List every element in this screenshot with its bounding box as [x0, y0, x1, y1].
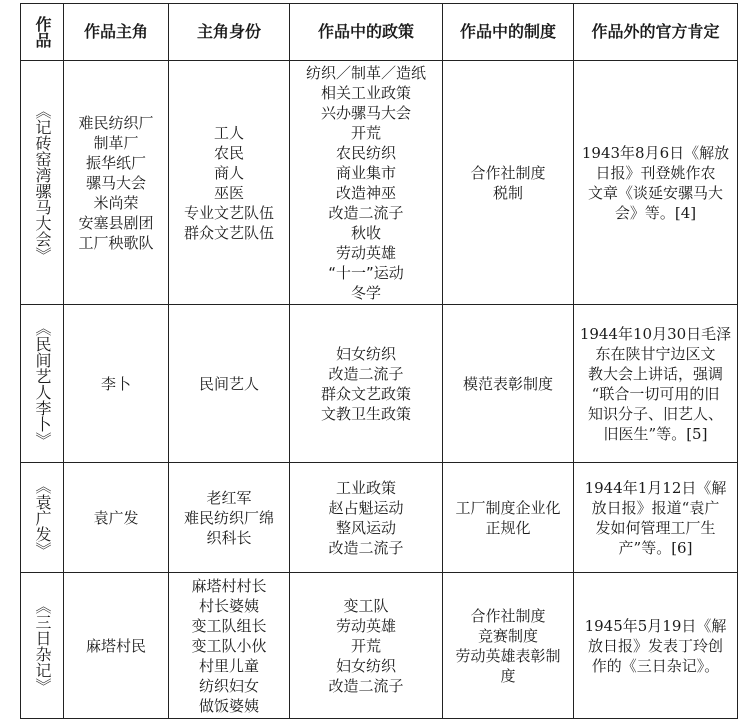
cell-line: 教大会上讲话，强调 [587, 364, 723, 383]
affirmation-cell [574, 61, 738, 305]
cell-line: 放日报》报道“袁广 [591, 498, 720, 517]
cell-line: 作的《三日杂记》。 [591, 656, 720, 675]
cell-line: “联合一切可用的旧 [591, 384, 720, 403]
cell-line: 工人 [213, 123, 244, 142]
cell-line: “十一”运动 [328, 263, 404, 282]
cell-line: 织科长 [206, 528, 252, 547]
cell-line: 纺织妇女 [198, 676, 259, 695]
cell-line: 度 [500, 666, 516, 685]
header-system: 作品中的制度 [443, 4, 574, 61]
cell-line: 产”等。[6] [618, 538, 693, 557]
system-cell [443, 61, 574, 305]
table-row [21, 305, 738, 463]
cell-line: 难民纺织厂绵 [183, 508, 274, 527]
cell-line: 农民 [213, 143, 244, 162]
cell-line: 合作社制度 [470, 606, 546, 625]
cell-line: 1944年10月30日毛泽 [579, 324, 732, 343]
cell-line: 振华纸厂 [85, 153, 146, 172]
cell-line: 安塞县剧团 [78, 213, 154, 232]
table-row [21, 573, 738, 719]
cell-line: 袁广发 [93, 508, 139, 527]
cell-line: 劳动英雄 [335, 243, 396, 262]
work-title-cell: 《民间艺人李卜》 [21, 305, 64, 463]
identity-cell [169, 305, 290, 463]
system-cell [443, 573, 574, 719]
cell-line: 知识分子、旧艺人、 [587, 404, 723, 423]
cell-line: 1944年1月12日《解 [584, 478, 727, 497]
cell-line: 麻塔村村长 [191, 576, 267, 595]
cell-line: 李卜 [100, 374, 131, 393]
cell-line: 群众文艺政策 [320, 384, 411, 403]
cell-line: 工厂秧歌队 [78, 233, 154, 252]
cell-line: 群众文艺队伍 [183, 223, 274, 242]
cell-line: 村长婆姨 [198, 596, 259, 615]
header-policy: 作品中的政策 [290, 4, 443, 61]
cell-line: 东在陕甘宁边区文 [595, 344, 716, 363]
cell-line: 商业集市 [335, 163, 396, 182]
system-cell [443, 463, 574, 573]
cell-line: 变工队 [343, 596, 389, 615]
cell-line: 冬学 [350, 283, 381, 302]
policy-cell [290, 573, 443, 719]
cell-line: 整风运动 [335, 518, 396, 537]
cell-line: 正规化 [485, 518, 531, 537]
cell-line: 工厂制度企业化 [455, 498, 561, 517]
protagonist-cell [64, 573, 169, 719]
cell-line: 劳动英雄表彰制 [455, 646, 561, 665]
cell-line: 农民纺织 [335, 143, 396, 162]
cell-line: 1945年5月19日《解 [584, 616, 727, 635]
cell-line: 工业政策 [335, 478, 396, 497]
cell-line: 竞赛制度 [477, 626, 538, 645]
cell-line: 民间艺人 [198, 374, 259, 393]
identity-cell [169, 61, 290, 305]
cell-line: 难民纺织厂 [78, 113, 154, 132]
identity-cell [169, 463, 290, 573]
cell-line: 改造二流子 [328, 538, 404, 557]
cell-line: 劳动英雄 [335, 616, 396, 635]
cell-line: 开荒 [350, 636, 381, 655]
header-work: 作品 [21, 4, 64, 61]
cell-line: 变工队组长 [191, 616, 267, 635]
cell-line: 发如何管理工厂生 [595, 518, 716, 537]
affirmation-cell [574, 463, 738, 573]
cell-line: 税制 [492, 183, 523, 202]
work-title-cell: 《记砖窑湾骡马大会》 [21, 61, 64, 305]
policy-cell [290, 463, 443, 573]
cell-line: 相关工业政策 [320, 83, 411, 102]
cell-line: 放日报》发表丁玲创 [587, 636, 723, 655]
cell-line: 村里儿童 [198, 656, 259, 675]
policy-cell [290, 61, 443, 305]
work-title-cell: 《三日杂记》 [21, 573, 64, 719]
affirmation-cell [574, 573, 738, 719]
header-protagonist: 作品主角 [64, 4, 169, 61]
cell-line: 合作社制度 [470, 163, 546, 182]
cell-line: 文教卫生政策 [320, 404, 411, 423]
cell-line: 模范表彰制度 [462, 374, 553, 393]
protagonist-cell [64, 305, 169, 463]
cell-line: 麻塔村民 [85, 636, 146, 655]
table-row [21, 463, 738, 573]
cell-line: 旧医生”等。[5] [603, 424, 708, 443]
cell-line: 专业文艺队伍 [183, 203, 274, 222]
cell-line: 赵占魁运动 [328, 498, 404, 517]
policy-table [20, 3, 738, 719]
cell-line: 制革厂 [93, 133, 139, 152]
cell-line: 兴办骡马大会 [320, 103, 411, 122]
cell-line: 改造神巫 [335, 183, 396, 202]
header-row [21, 4, 738, 61]
protagonist-cell [64, 61, 169, 305]
table-row [21, 61, 738, 305]
cell-line: 老红军 [206, 488, 252, 507]
cell-line: 巫医 [213, 183, 244, 202]
cell-line: 文章《谈延安骡马大 [587, 183, 723, 202]
cell-line: 做饭婆姨 [198, 696, 259, 715]
policy-cell [290, 305, 443, 463]
cell-line: 秋收 [350, 223, 381, 242]
protagonist-cell [64, 463, 169, 573]
cell-line: 改造二流子 [328, 676, 404, 695]
identity-cell [169, 573, 290, 719]
cell-line: 改造二流子 [328, 364, 404, 383]
cell-line: 会》等。[4] [614, 203, 697, 222]
cell-line: 米尚荣 [93, 193, 139, 212]
cell-line: 骡马大会 [85, 173, 146, 192]
header-identity: 主角身份 [169, 4, 290, 61]
affirmation-cell [574, 305, 738, 463]
cell-line: 妇女纺织 [335, 656, 396, 675]
cell-line: 纺织／制革／造纸 [305, 63, 426, 82]
cell-line: 日报》刊登姚作农 [595, 163, 716, 182]
cell-line: 1943年8月6日《解放 [581, 143, 730, 162]
system-cell [443, 305, 574, 463]
cell-line: 变工队小伙 [191, 636, 267, 655]
cell-line: 商人 [213, 163, 244, 182]
cell-line: 开荒 [350, 123, 381, 142]
work-title-cell: 《袁广发》 [21, 463, 64, 573]
cell-line: 妇女纺织 [335, 344, 396, 363]
cell-line: 改造二流子 [328, 203, 404, 222]
header-affirmation: 作品外的官方肯定 [574, 4, 738, 61]
